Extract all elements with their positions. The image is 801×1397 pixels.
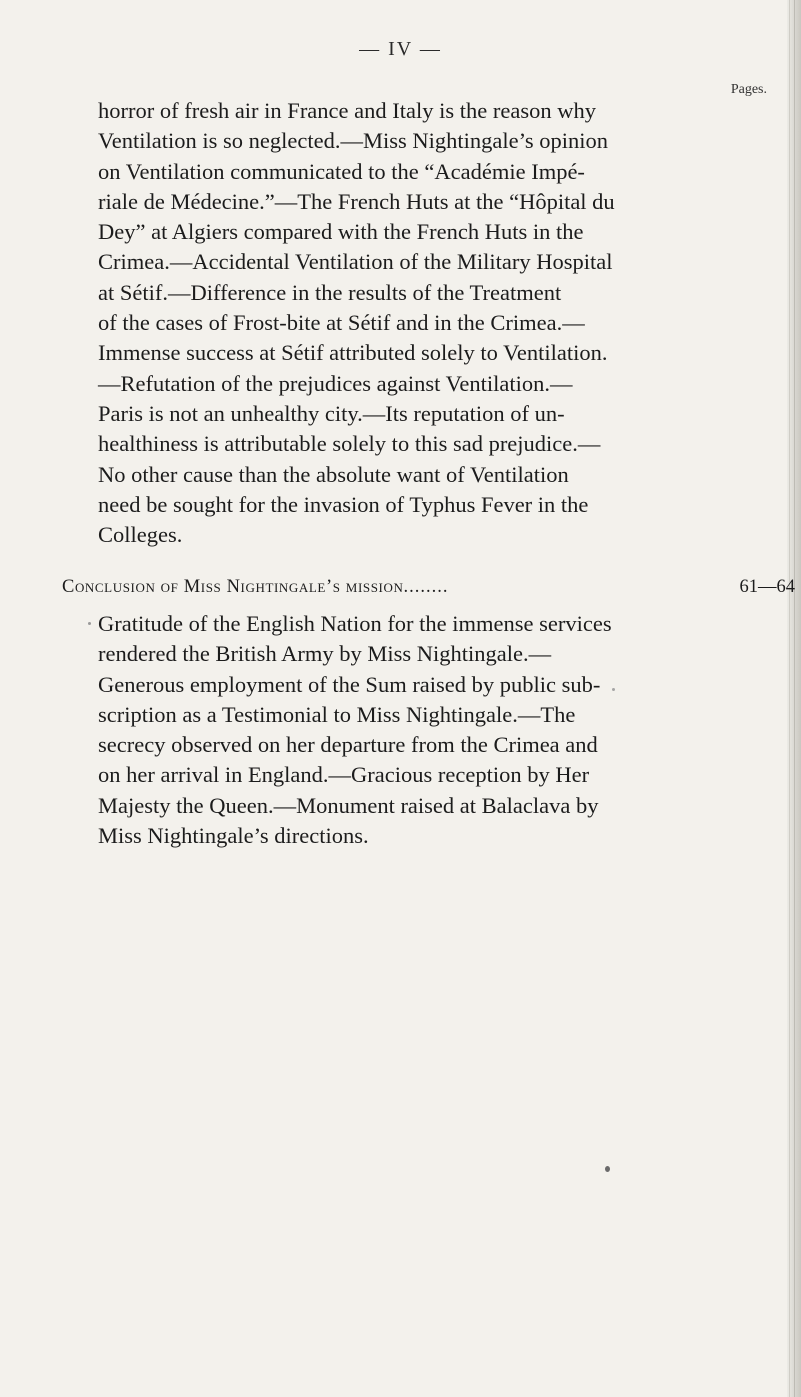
text-line: at Sétif.—Difference in the results of the Treatment [98, 279, 562, 305]
text-line: Majesty the Queen.—Monument raised at Balaclava by [98, 792, 599, 818]
text-line: of the cases of Frost-bite at Sétif and in the Crimea.— [98, 310, 585, 336]
page-edge-line [794, 0, 795, 1397]
text-line: No other cause than the absolute want of Ventilation [98, 461, 569, 487]
toc-entry-conclusion [62, 572, 795, 602]
text-line: riale de Médecine.”—The French Huts at the “Hôpital du [98, 188, 615, 214]
toc-entry-title: Conclusion of Miss Nightingale’s mission [62, 577, 404, 597]
text-line: Paris is not an unhealthy city.—Its reputation of un- [98, 400, 565, 426]
text-line: scription as a Testimonial to Miss Nightingale.—The [98, 701, 576, 727]
text-line: Crimea.—Accidental Ventilation of the Military Hospital [98, 249, 613, 275]
text-line: healthiness is attributable solely to this sad prejudice.— [98, 431, 601, 457]
text-line: rendered the British Army by Miss Nightingale.— [98, 641, 552, 667]
pages-column-label: Pages. [730, 82, 767, 97]
toc-dot-leader: ........ [403, 577, 449, 597]
page-edge-line [789, 0, 790, 1397]
text-line: Gratitude of the English Nation for the immense services [98, 611, 612, 636]
ink-speck [612, 688, 615, 691]
ink-speck [605, 1166, 610, 1172]
contents-paragraph-ventilation [98, 96, 738, 550]
page-number: — IV — [359, 38, 442, 60]
text-line: Ventilation is so neglected.—Miss Nightingale’s opinion [98, 128, 608, 154]
text-line: horror of fresh air in France and Italy is the reason why [98, 98, 596, 123]
contents-paragraph-conclusion [98, 609, 738, 851]
text-line: —Refutation of the prejudices against Ventilation.— [98, 370, 573, 396]
toc-entry-pages: 61—64 [739, 577, 795, 597]
text-line: Dey” at Algiers compared with the French Huts in the [98, 219, 584, 245]
text-line: on Ventilation communicated to the “Académie Impé- [98, 158, 585, 184]
text-line: Miss Nightingale’s directions. [98, 823, 369, 849]
text-line: Generous employment of the Sum raised by public sub- [98, 671, 601, 697]
text-line: secrecy observed on her departure from the Crimea and [98, 732, 598, 758]
text-line: need be sought for the invasion of Typhus Fever in the [98, 491, 589, 517]
ink-speck [88, 622, 91, 625]
text-line: on her arrival in England.—Gracious reception by Her [98, 762, 590, 788]
text-line: Colleges. [98, 522, 183, 548]
text-line: Immense success at Sétif attributed solely to Ventilation. [98, 340, 608, 366]
